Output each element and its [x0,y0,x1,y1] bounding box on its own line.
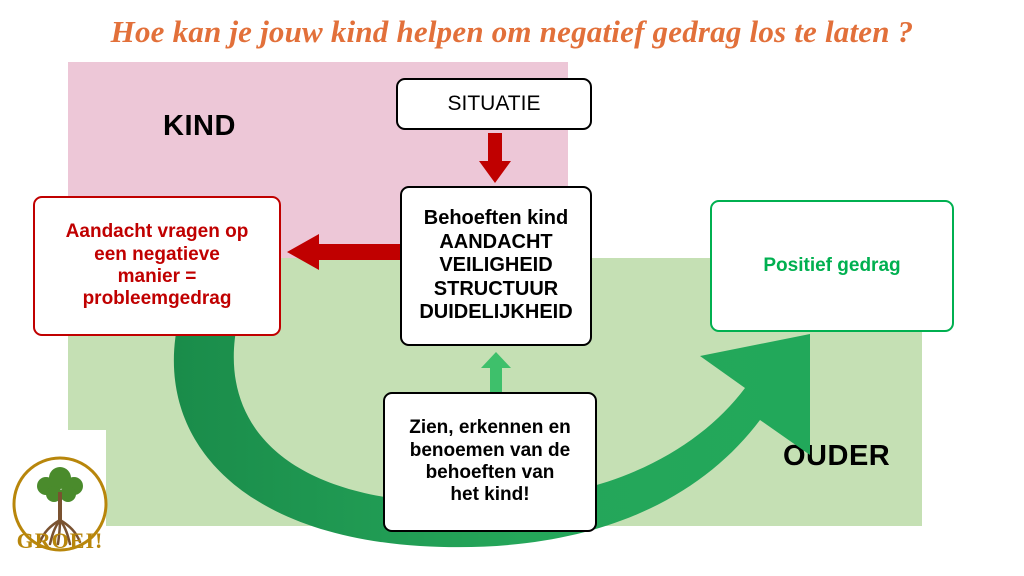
page-title: Hoe kan je jouw kind helpen om negatief gedrag los te laten ? [110,14,914,49]
box-behoeften-kind [400,186,592,346]
down-arrow-red-icon [478,133,512,185]
box-behoeften-line-3: VEILIGHEID [439,254,553,277]
box-behoeften-line-5: DUIDELIJKHEID [419,301,573,324]
box-zien-line-4: het kind! [450,484,530,506]
box-positief-label: Positief gedrag [763,254,901,276]
box-behoeften-line-4: STRUCTUUR [433,277,559,300]
box-zien-line-1: Zien, erkennen en [409,417,571,439]
box-aandacht-line-1: Aandacht vragen op [65,221,249,243]
box-zien-erkennen-benoemen [383,392,597,532]
box-aandacht-line-4: probleemgedrag [82,288,232,310]
box-aandacht-vragen-negatief [33,196,281,336]
logo-text: GROEI! [16,528,104,553]
box-behoeften-line-2: AANDACHT [439,230,553,253]
up-arrow-green-icon [479,352,513,394]
left-arrow-red-icon [285,232,405,272]
box-situatie-label: SITUATIE [447,91,541,115]
region-label-ouder: OUDER [783,440,891,472]
box-aandacht-line-3: manier = [117,266,197,287]
box-zien-line-2: benoemen van de [409,439,571,461]
region-label-kind: KIND [163,110,236,142]
box-aandacht-line-2: een negatieve [94,243,220,265]
box-zien-line-3: behoeften van [425,462,555,483]
box-behoeften-line-1: Behoeften kind [423,207,569,230]
box-situatie [396,78,592,130]
box-positief-gedrag [710,200,954,332]
